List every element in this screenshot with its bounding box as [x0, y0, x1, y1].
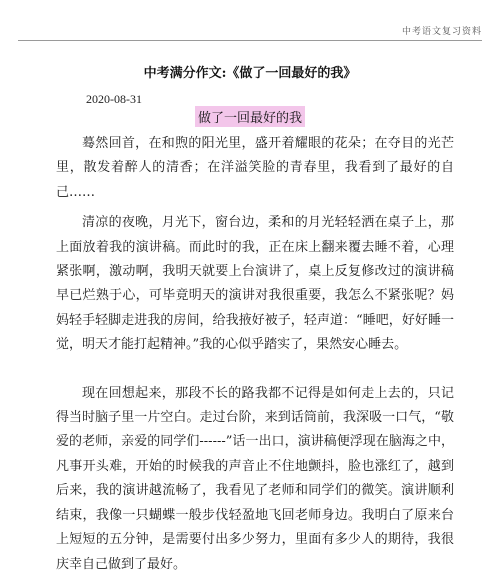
- paragraph-1: 蓦然回首，在和煦的阳光里，盛开着耀眼的花朵；在夺目的光芒里，散发着醉人的清香；在洋溢笑脸的青春里，我看到了最好的自己……: [56, 136, 454, 200]
- header-tag: 中考语文复习资料: [401, 27, 482, 37]
- essay-title-container: [0, 106, 500, 127]
- paragraph-2: 清凉的夜晚，月光下，窗台边，柔和的月光轻轻洒在桌子上，那上面放着我的演讲稿。而此时的我，正在床上翻来覆去睡不着，心理紧张啊，激动啊，我明天就要上台演讲了，桌上反复修改过的演讲稿早已烂熟于心，可毕竟明天的演讲对我很重要，我怎么不紧张呢？妈妈轻手轻脚走进我的房间，给我掖好被子，轻声道：“睡吧，好好睡一觉，明天才能打起精神。”我的心似乎踏实了，果然安心睡去。: [56, 215, 454, 353]
- essay-body: [56, 132, 454, 577]
- document-date: 2020-08-31: [86, 92, 142, 106]
- document-title: 中考满分作文:《做了一回最好的我》: [143, 66, 357, 81]
- paragraph-3: 现在回想起来，那段不长的路我都不记得是如何走上去的，只记得当时脑子里一片空白。走过台阶，来到话筒前，我深吸一口气，“敬爱的老师，亲爱的同学们------”话一出口，演讲稿便浮现在脑海之中，凡事开头难，开始的时候我的声音止不住地颤抖，脸也涨红了，越到后来，我的演讲越流畅了，我看见了老师和同学们的微笑。演讲顺利结束，我像一只蝴蝶一般步伐轻盈地飞回老师身边。我明白了原来台上短短的五分钟，是需要付出多少努力，里面有多少人的期待，我很庆幸自己做到了最好。: [56, 385, 454, 572]
- essay-title: 做了一回最好的我: [195, 106, 305, 127]
- header-divider: [18, 40, 482, 41]
